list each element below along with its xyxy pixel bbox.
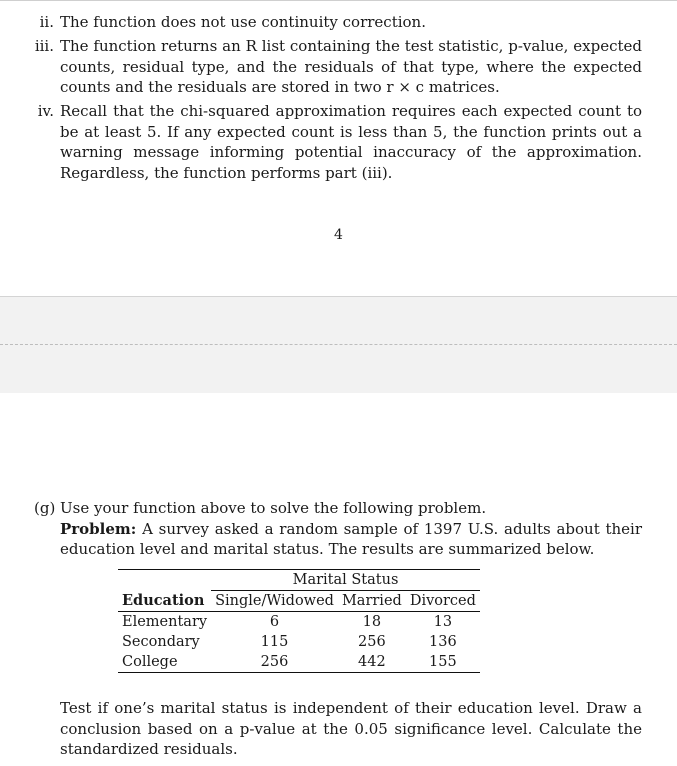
table-cell: 136 xyxy=(429,634,457,650)
page-number: 4 xyxy=(334,227,343,243)
problem-statement xyxy=(60,519,642,560)
table-corner xyxy=(118,570,211,591)
table-row xyxy=(118,632,480,652)
column-header: Single/Widowed xyxy=(211,591,338,612)
part-g-intro: Use your function above to solve the following problem. xyxy=(60,499,487,517)
page-break-divider xyxy=(0,344,677,345)
table-cell: 115 xyxy=(260,634,289,650)
part-label: (g) xyxy=(34,499,56,517)
contingency-table xyxy=(118,569,480,673)
table-cell: 442 xyxy=(338,652,406,673)
row-label: Elementary xyxy=(122,614,208,630)
problem-label: Problem: xyxy=(60,519,137,538)
item-number: ii. xyxy=(39,13,54,31)
table-cell: 256 xyxy=(211,652,338,673)
row-header: Education xyxy=(118,591,211,612)
table-cell: 13 xyxy=(433,614,453,630)
page-break xyxy=(0,296,677,394)
column-header: Divorced xyxy=(406,591,480,612)
item-number: iii. xyxy=(34,37,54,55)
row-label: College xyxy=(118,652,211,673)
table-row xyxy=(118,612,480,633)
item-text: The function does not use continuity correction. xyxy=(60,13,426,31)
problem-text: A survey asked a random sample of 1397 U.S. adults about their education level and marital status. The results are summarized below. xyxy=(60,519,642,558)
page-bottom xyxy=(0,393,677,766)
list-item-ii xyxy=(39,12,642,33)
table-cell: 256 xyxy=(358,634,386,650)
list-item-iv xyxy=(37,101,642,183)
column-header: Married xyxy=(338,591,406,612)
table-cell: 18 xyxy=(362,614,382,630)
table-row xyxy=(118,652,480,673)
page-top xyxy=(0,0,677,297)
list-item-iii xyxy=(34,36,642,98)
item-number: iv. xyxy=(37,102,54,120)
row-label: Secondary xyxy=(122,634,200,650)
item-text: The function returns an R list containing the test statistic, p-value, expected counts, residual type, and the residuals of that type, where the expected counts and the residuals are stored in two r × c matrices. xyxy=(60,37,642,96)
part-g-text xyxy=(60,498,642,560)
item-text: Recall that the chi-squared approximation requires each expected count to be at least 5. If any expected count is less than 5, the function prints out a warning message informing potential inaccuracy of the approximation. Regardless, the function performs part (iii). xyxy=(60,102,642,182)
conclusion-paragraph: Test if one’s marital status is independent of their education level. Draw a conclusion based on a p-value at the 0.05 significance level. Calculate the standardized residuals. xyxy=(60,699,642,758)
table-cell: 6 xyxy=(269,614,280,630)
table-spanner: Marital Status xyxy=(211,570,480,591)
table-cell: 155 xyxy=(406,652,480,673)
